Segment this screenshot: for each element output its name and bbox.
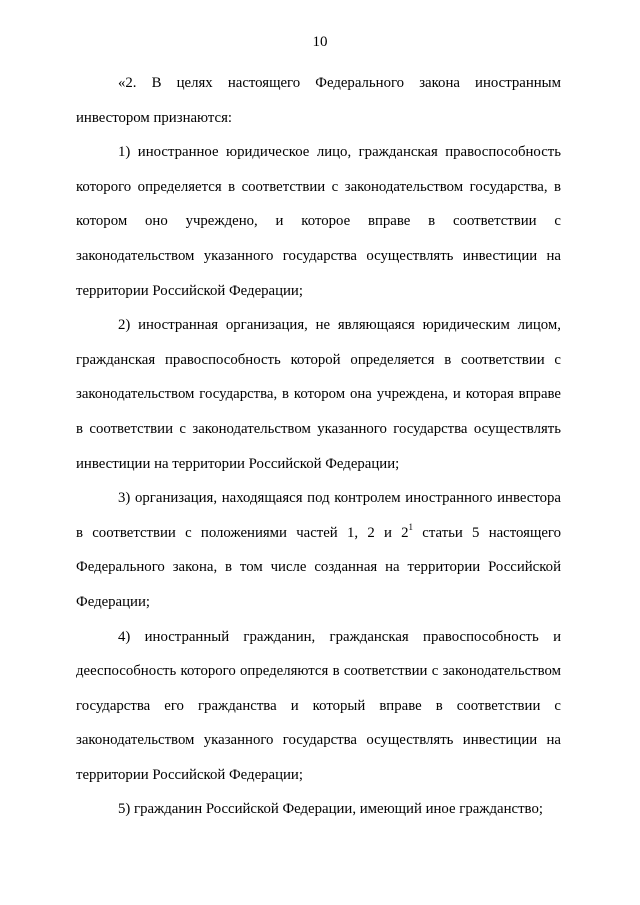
paragraph-item-3-text-after: статьи 5 настоящего Федерального закона, в том числе созданная на территории Российской Федерации; xyxy=(76,524,562,610)
page-number: 10 xyxy=(312,34,328,50)
document-body xyxy=(76,66,561,827)
paragraph-item-5: 5) гражданин Российской Федерации, имеющий иное гражданство; xyxy=(118,801,543,818)
paragraph-item-3 xyxy=(76,481,561,619)
paragraph-item-1: 1) иностранное юридическое лицо, гражданская правоспособность которого определяется в соответствии с законодательством государства, в котором оно учреждено, и которое вправе в соответствии с законодательством указанного государства осуществлять инвестиции на территории Российской Федерации; xyxy=(76,144,561,299)
paragraph-item-4: 4) иностранный гражданин, гражданская правоспособность и дееспособность которого определяются в соответствии с законодательством государства его гражданства и который вправе в соответствии с законодательством указанного государства осуществлять инвестиции на территории Российской Федерации; xyxy=(76,628,561,783)
paragraph-item-2: 2) иностранная организация, не являющаяся юридическим лицом, гражданская правоспособность которой определяется в соответствии с законодательством государства, в котором она учреждена, и которая вправе в соответствии с законодательством указанного государства осуществлять инвестиции на территории Российской Федерации; xyxy=(76,317,561,472)
paragraph-intro: «2. В целях настоящего Федерального закона иностранным инвестором признаются: xyxy=(76,75,561,126)
superscript-index: 1 xyxy=(408,521,414,532)
paragraph-item-3-text-before: 3) организация, находящаяся под контролем иностранного инвестора в соответствии с положениями частей 1, 2 и 2 xyxy=(76,490,561,541)
